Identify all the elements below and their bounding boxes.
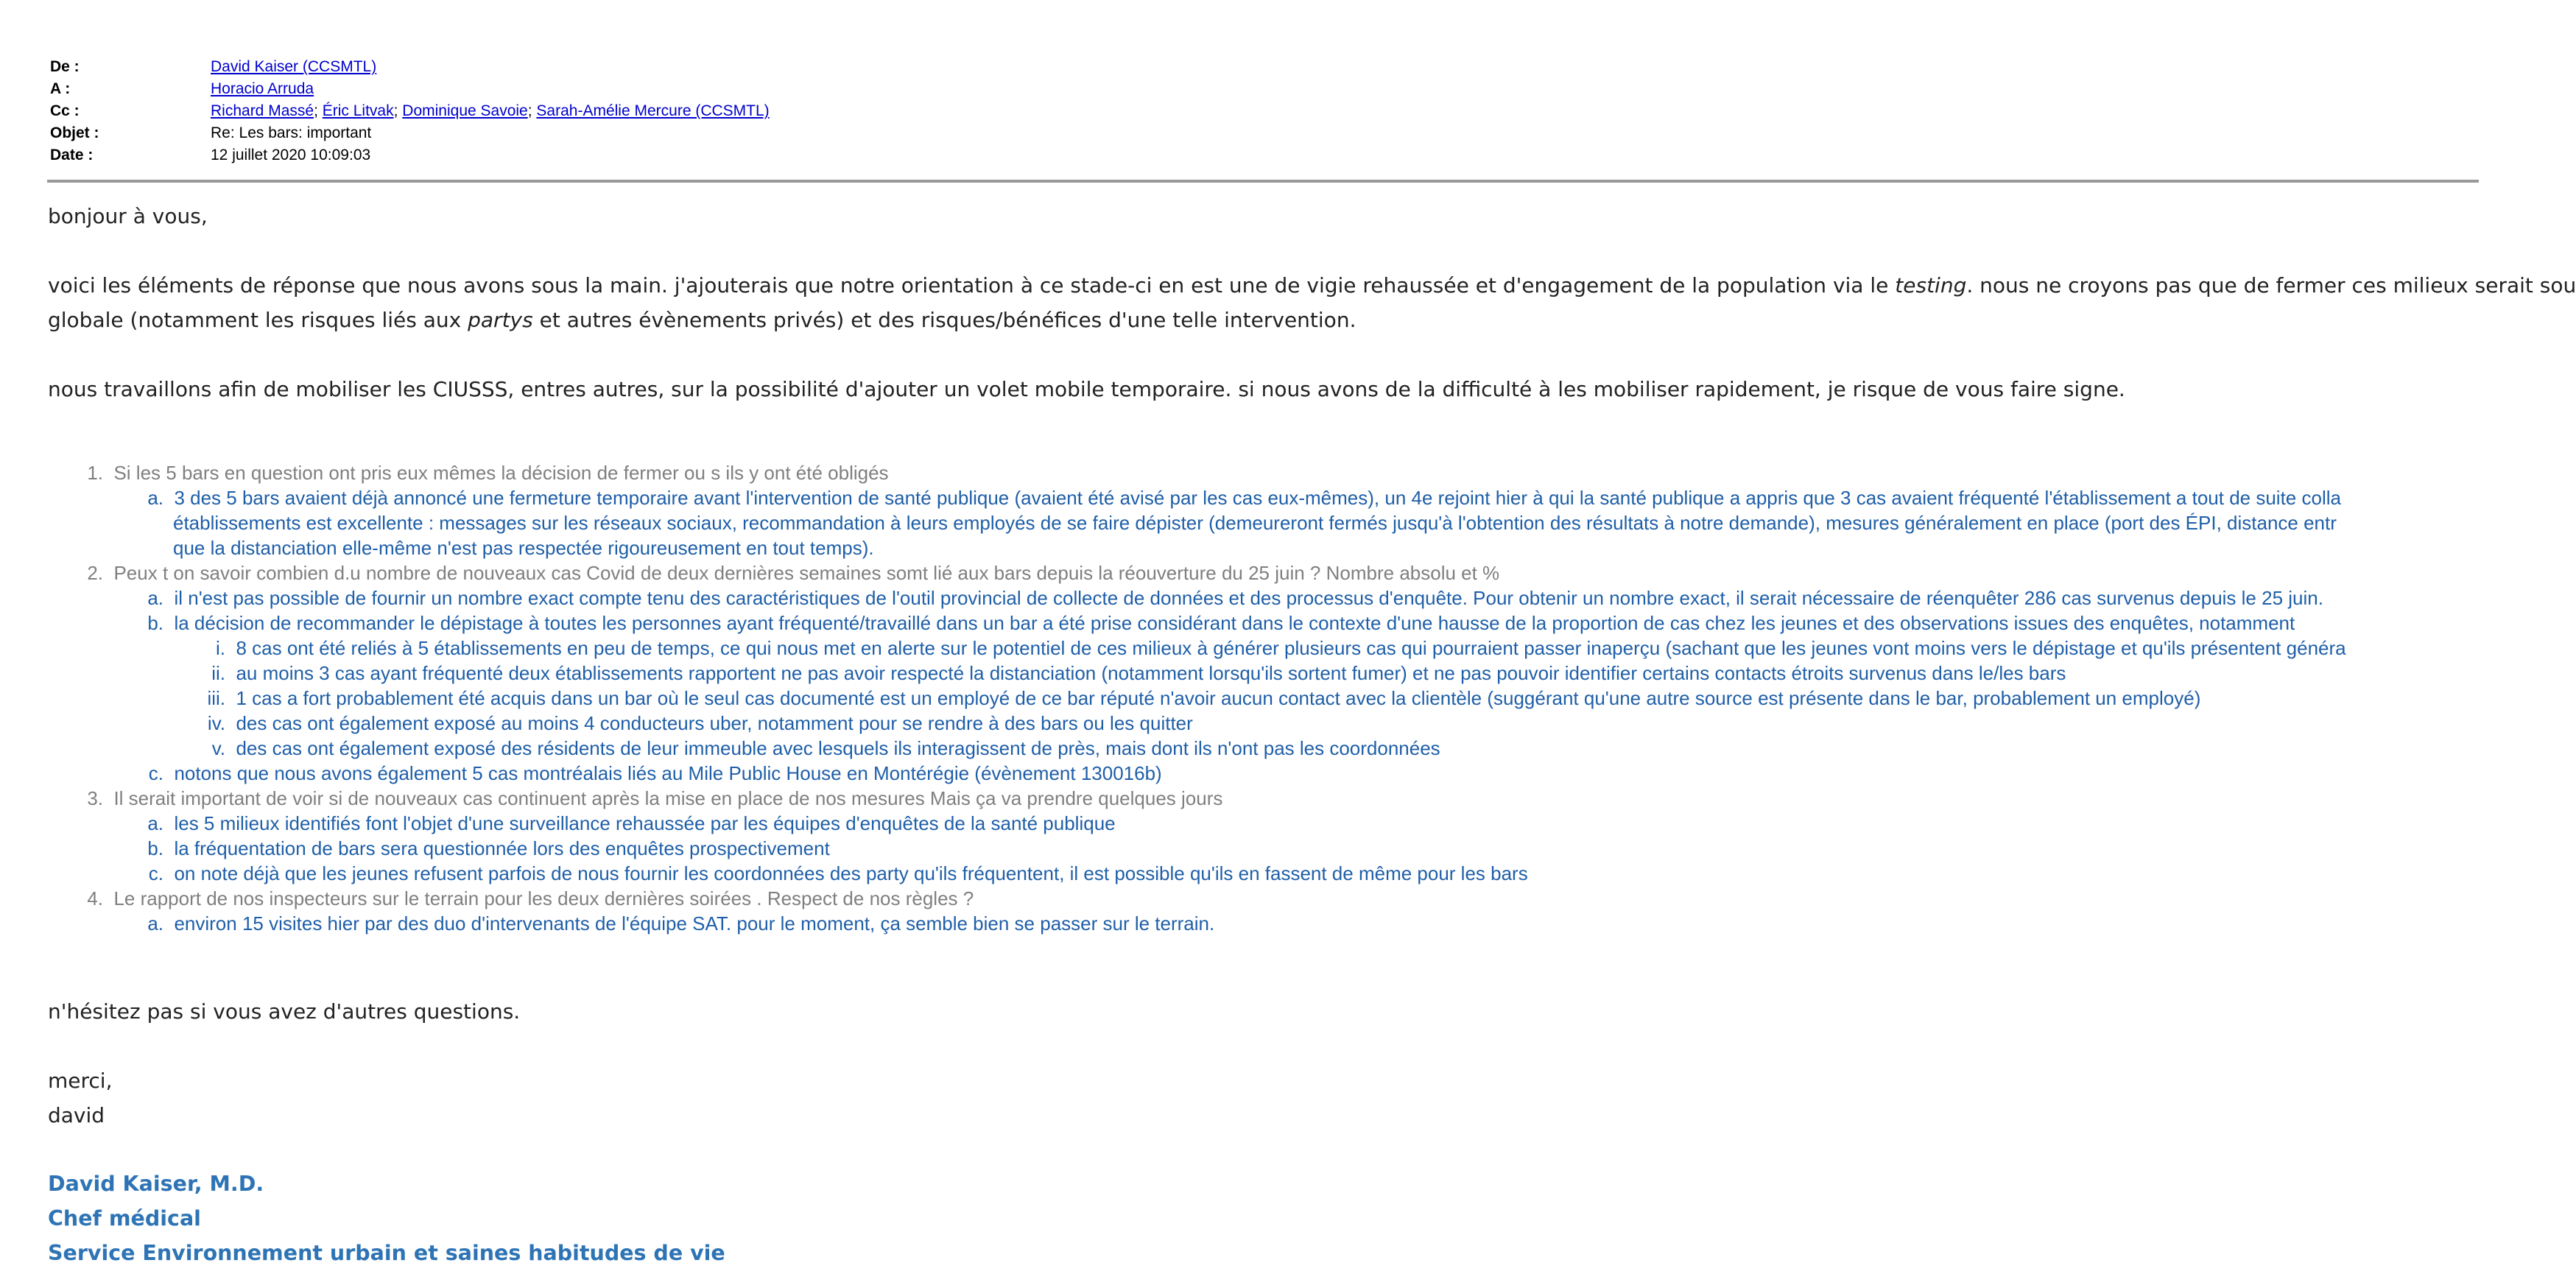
list-marker: b. (147, 837, 163, 859)
to-label: A : (50, 80, 71, 97)
list-marker: c. (148, 762, 163, 784)
cc-label: Cc : (50, 102, 80, 119)
list-item-answer-3c: c. on note déjà que les jeunes refusent parfois de nous fournir les coordonnées des party qu'ils fréquentent, il est possible qu'ils en fassent de même pour les bars (144, 861, 1528, 886)
cc-link-litvak[interactable]: Éric Litvak (322, 102, 394, 119)
list-marker: a. (147, 912, 163, 935)
from-link[interactable]: David Kaiser (CCSMTL) (211, 58, 377, 75)
cc-link-massé[interactable]: Richard Massé (211, 102, 314, 119)
cc-separator: ; (527, 102, 532, 119)
paragraph-2: nous travaillons afin de mobiliser les CIUSSS, entres autres, sur la possibilité d'ajouter un volet mobile temporaire. si nous avons de la difficulté à les mobiliser rapidement, je risque de vous faire signe. (48, 377, 2125, 401)
list-item-question-4: 4. Le rapport de nos inspecteurs sur le terrain pour les deux dernières soirées . Respect de nos règles ? (82, 886, 974, 911)
list-item-answer-2b-i: i. 8 cas ont été reliés à 5 établissements en peu de temps, ce qui nous met en alerte sur le potentiel de ces milieux à générer plusieurs cas qui pourraient passer inaperçu (sachant que les jeunes vont moins vers le dépistage et qu'ils présentent généra (184, 636, 2346, 661)
list-marker: 2. (87, 562, 103, 584)
subject-value: Re: Les bars: important (211, 124, 372, 141)
cc-separator: ; (314, 102, 318, 119)
paragraph-1-line-2: globale (notamment les risques liés aux partys et autres évènements privés) et des risques/bénéfices d'une telle intervention. (48, 308, 1356, 332)
date-row (50, 144, 770, 166)
greeting: bonjour à vous, (48, 204, 208, 228)
to-link[interactable]: Horacio Arruda (211, 80, 314, 97)
list-item-answer-2b-ii: ii. au moins 3 cas ayant fréquenté deux établissements rapportent ne pas avoir respecté la distanciation (notamment lorsqu'ils sortent fumer) et ne pas pouvoir identifier certains contacts étroits survenus dans le/les bars (184, 661, 2066, 686)
list-marker: b. (147, 612, 163, 634)
list-marker: a. (147, 587, 163, 609)
list-item-answer-1a-cont: que la distanciation elle-même n'est pas respectée rigoureusement en tout temps). (173, 537, 874, 559)
list-marker: a. (147, 487, 163, 509)
list-marker: i. (216, 637, 225, 659)
cc-separator: ; (393, 102, 398, 119)
closing-question: n'hésitez pas si vous avez d'autres questions. (48, 999, 521, 1024)
list-marker: c. (148, 862, 163, 884)
list-item-answer-3a: a. les 5 milieux identifiés font l'objet d'une surveillance rehaussée par les équipes d'enquêtes de la santé publique (144, 811, 1116, 836)
list-item-answer-3b: b. la fréquentation de bars sera questionnée lors des enquêtes prospectivement (144, 836, 830, 861)
list-item-question-2: 2. Peux t on savoir combien d.u nombre de nouveaux cas Covid de deux dernières semaines somt lié aux bars depuis la réouverture du 25 juin ? Nombre absolu et % (82, 560, 1499, 585)
cc-row (50, 100, 770, 122)
list-item-answer-2b: b. la décision de recommander le dépistage à toutes les personnes ayant fréquenté/travaillé dans un bar a été prise considérant dans le contexte d'une hausse de la proportion de cas chez les jeunes et des observations issues des enquêtes, notamment (144, 610, 2295, 636)
signature-service: Service Environnement urbain et saines habitudes de vie (48, 1241, 725, 1265)
list-marker: 1. (87, 462, 103, 484)
to-row (50, 78, 770, 100)
list-item-question-1: 1. Si les 5 bars en question ont pris eux mêmes la décision de fermer ou s ils y ont été obligés (82, 460, 889, 485)
cc-link-savoie[interactable]: Dominique Savoie (402, 102, 528, 119)
from-label: De : (50, 58, 80, 75)
list-marker: iii. (207, 687, 225, 709)
list-item-answer-2b-iv: iv. des cas ont également exposé au moins 4 conducteurs uber, notamment pour se rendre à des bars ou les quitter (184, 711, 1193, 736)
list-item-question-3: 3. Il serait important de voir si de nouveaux cas continuent après la mise en place de nos mesures Mais ça va prendre quelques jours (82, 786, 1222, 811)
closing-merci: merci, (48, 1069, 113, 1093)
date-label: Date : (50, 147, 94, 163)
cc-link-mercure[interactable]: Sarah-Amélie Mercure (CCSMTL) (536, 102, 770, 119)
from-row (50, 56, 770, 78)
list-item-answer-4a: a. environ 15 visites hier par des duo d'intervenants de l'équipe SAT. pour le moment, ça semble bien se passer sur le terrain. (144, 911, 1214, 936)
list-marker: ii. (211, 662, 225, 684)
list-item-answer-2b-v: v. des cas ont également exposé des résidents de leur immeuble avec lesquels ils interagissent de près, mais dont ils n'ont pas les coordonnées (184, 736, 1440, 761)
list-item-answer-1a-cont: établissements est excellente : messages sur les réseaux sociaux, recommandation à leurs employés de se faire dépister (demeureront fermés jusqu'à l'obtention des résultats à notre demande), mesures généralement en place (port des ÉPI, distance entr (173, 512, 2337, 534)
list-marker: a. (147, 812, 163, 834)
paragraph-1-line-1: voici les éléments de réponse que nous avons sous la main. j'ajouterais que notre orientation à ce stade-ci en est une de vigie rehaussée et d'engagement de la population via le testing. nous ne croyons pas que de fermer ces milieux serait sou (48, 273, 2576, 298)
list-item-answer-2a: a. il n'est pas possible de fournir un nombre exact compte tenu des caractéristiques de l'outil provincial de collecte de données et des processus d'enquête. Pour obtenir un nombre exact, il serait nécessaire de réenquêter 286 cas survenus depuis le 25 juin. (144, 585, 2323, 610)
list-marker: 4. (87, 887, 103, 909)
list-marker: iv. (207, 712, 225, 734)
signature-name: David Kaiser, M.D. (48, 1172, 264, 1196)
emphasis-partys: partys (468, 308, 533, 332)
signature-title: Chef médical (48, 1206, 201, 1231)
list-marker: v. (211, 737, 225, 759)
emphasis-testing: testing (1895, 273, 1967, 298)
header-divider (47, 180, 2479, 183)
list-item-answer-2c: c. notons que nous avons également 5 cas montréalais liés au Mile Public House en Montérégie (évènement 130016b) (144, 761, 1162, 786)
list-marker: 3. (87, 787, 103, 809)
date-value: 12 juillet 2020 10:09:03 (211, 147, 371, 163)
list-item-answer-2b-iii: iii. 1 cas a fort probablement été acquis dans un bar où le seul cas documenté est un employé de ce bar réputé n'avoir aucun contact avec la clientèle (suggérant qu'une autre source est présente dans le bar, probablement un employé) (184, 686, 2200, 711)
email-header (50, 56, 770, 166)
subject-label: Objet : (50, 124, 99, 141)
list-item-answer-1a: a. 3 des 5 bars avaient déjà annoncé une fermeture temporaire avant l'intervention de santé publique (avaient été avisé par les cas eux-mêmes), un 4e rejoint hier à qui la santé publique a appris que 3 cas avaient fréquenté l'établissement a tout de suite colla (144, 485, 2341, 510)
subject-row (50, 122, 770, 144)
closing-name: david (48, 1103, 105, 1127)
